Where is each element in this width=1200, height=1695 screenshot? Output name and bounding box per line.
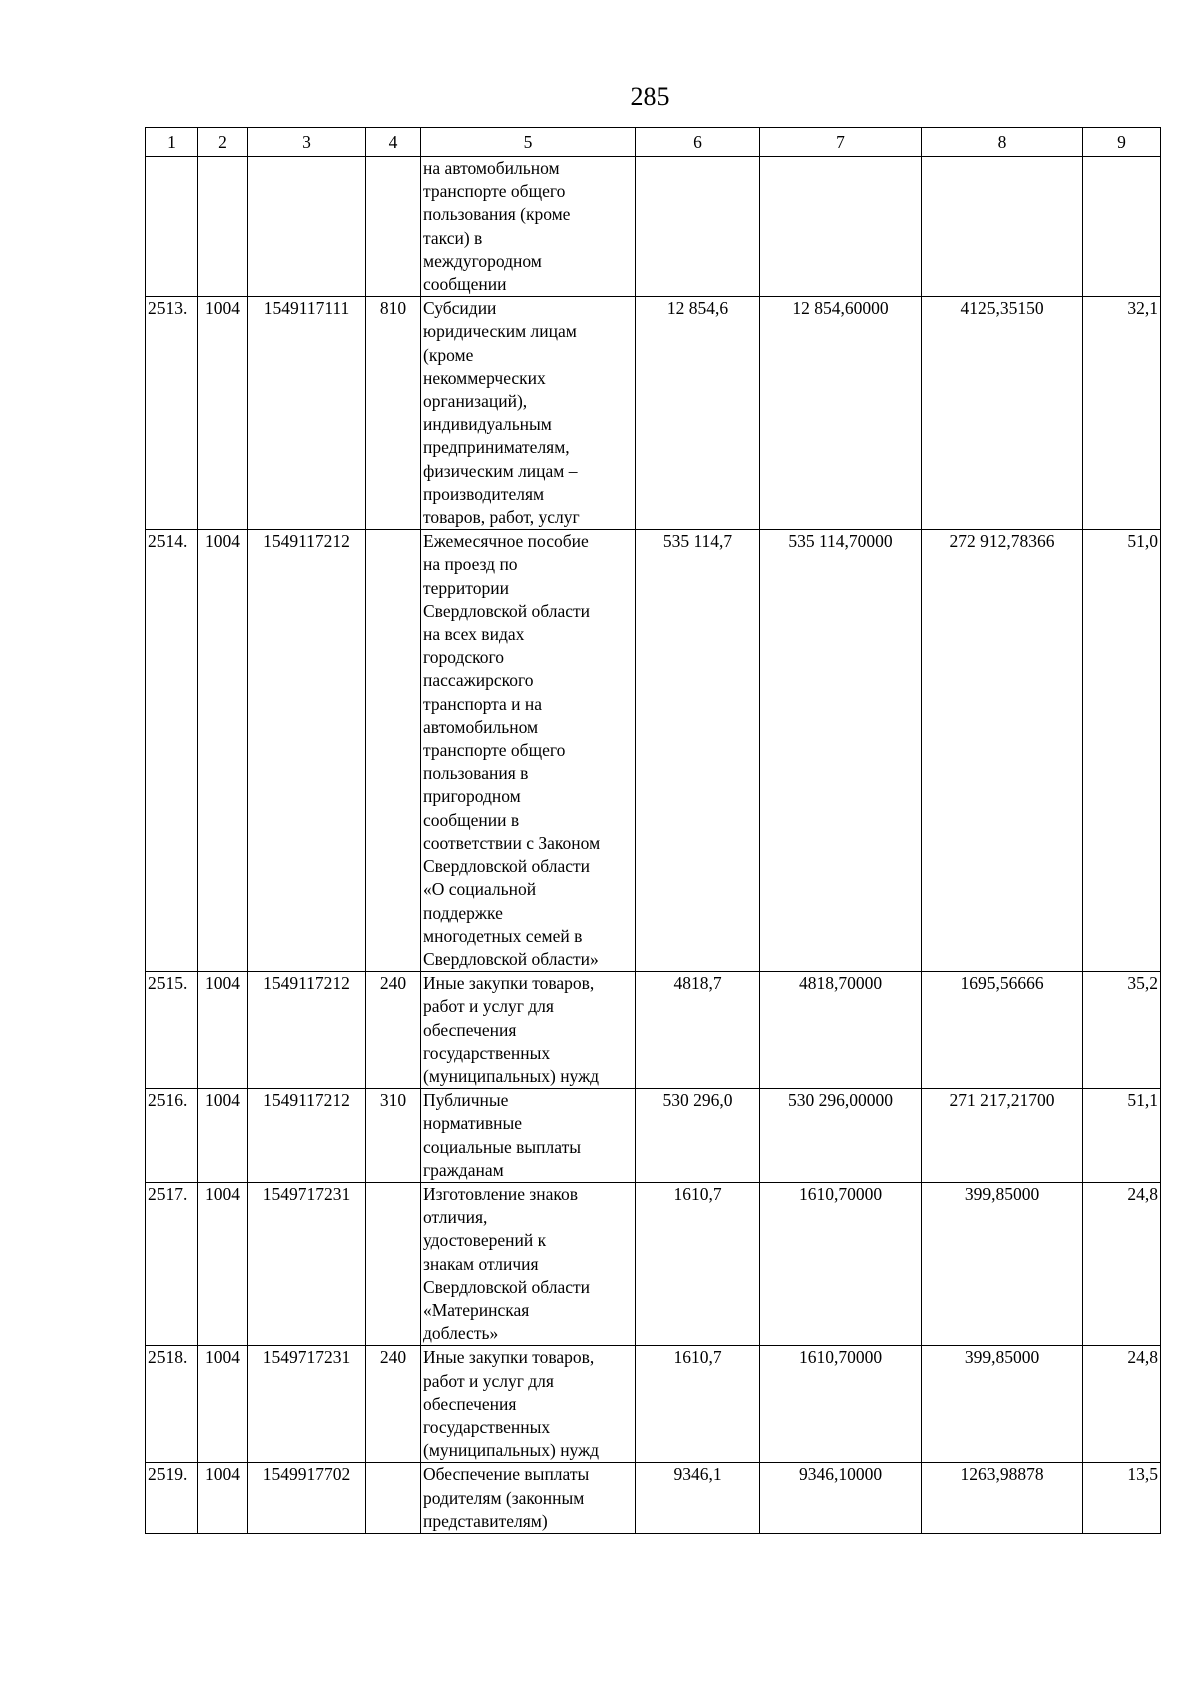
approved-amount-text: 1610,7: [673, 1183, 722, 1204]
item-name-text: Иные закупки товаров, работ и услуг для обеспечения государственных (муниципальных) нужд: [423, 973, 600, 1086]
section-code-text: 1004: [205, 973, 240, 994]
executed-amount: [922, 1346, 1083, 1463]
executed-amount-text: 4125,35150: [960, 298, 1044, 319]
planned-amount: [760, 1182, 922, 1345]
row-number: [146, 297, 198, 530]
section-code: [198, 972, 248, 1089]
approved-amount: [636, 157, 760, 297]
executed-amount: [922, 1182, 1083, 1345]
target-code-text: 1549717231: [262, 1347, 351, 1368]
page-number: 285: [630, 82, 670, 111]
item-name: [421, 1346, 636, 1463]
approved-amount: [636, 1346, 760, 1463]
approved-amount-text: 535 114,7: [662, 531, 733, 552]
approved-amount-text: 9346,1: [673, 1464, 722, 1485]
executed-amount: [922, 297, 1083, 530]
execution-percent-text: 13,5: [1127, 1464, 1158, 1485]
expense-type-text: 810: [379, 298, 407, 319]
section-code-text: 1004: [205, 1183, 240, 1204]
section-code-text: 1004: [205, 298, 240, 319]
execution-percent-text: 51,1: [1127, 1090, 1158, 1111]
item-name: [421, 1089, 636, 1183]
row-number: [146, 972, 198, 1089]
planned-amount: [760, 1089, 922, 1183]
expense-type: [366, 1463, 421, 1534]
item-name: [421, 297, 636, 530]
row-number-text: 2518.: [148, 1347, 188, 1368]
planned-amount-text: 4818,70000: [798, 973, 883, 994]
section-code: [198, 1346, 248, 1463]
target-code: [248, 1182, 366, 1345]
table-row: [146, 157, 1161, 297]
planned-amount-text: 530 296,00000: [788, 1090, 893, 1111]
table-row: [146, 1089, 1161, 1183]
header-cell: 1: [146, 128, 198, 157]
item-name-text: на автомобильном транспорте общего пользования (кроме такси) в междугородном сообщении: [423, 158, 571, 295]
approved-amount: [636, 1463, 760, 1534]
row-number-text: 2516.: [148, 1090, 188, 1111]
item-name-text: Субсидии юридическим лицам (кроме некоммерческих организаций), индивидуальным предпринимателям, физическим лицам – производителям товаров, работ, услуг: [423, 298, 580, 528]
item-name: [421, 972, 636, 1089]
row-number-text: 2514.: [148, 531, 188, 552]
executed-amount-text: 271 217,21700: [949, 1090, 1055, 1111]
budget-table: [145, 127, 1161, 1534]
target-code: [248, 1089, 366, 1183]
execution-percent: [1083, 1346, 1161, 1463]
item-name: [421, 1463, 636, 1534]
target-code-text: 1549117212: [263, 1090, 350, 1111]
executed-amount-text: 399,85000: [964, 1183, 1040, 1204]
planned-amount: [760, 297, 922, 530]
section-code: [198, 1463, 248, 1534]
execution-percent-text: 32,1: [1127, 298, 1158, 319]
expense-type-text: 240: [379, 973, 407, 994]
execution-percent-text: 51,0: [1127, 531, 1158, 552]
executed-amount-text: 272 912,78366: [949, 531, 1055, 552]
expense-type: [366, 972, 421, 1089]
execution-percent-text: 35,2: [1127, 973, 1158, 994]
expense-type: [366, 1346, 421, 1463]
planned-amount: [760, 530, 922, 972]
target-code-text: 1549717231: [262, 1183, 351, 1204]
item-name-text: Иные закупки товаров, работ и услуг для обеспечения государственных (муниципальных) нужд: [423, 1347, 600, 1461]
target-code-text: 1549917702: [262, 1464, 351, 1485]
approved-amount-text: 4818,7: [673, 973, 722, 994]
target-code-text: 1549117111: [263, 298, 350, 319]
section-code: [198, 157, 248, 297]
approved-amount-text: 1610,7: [673, 1347, 722, 1368]
execution-percent: [1083, 297, 1161, 530]
table-row: [146, 297, 1161, 530]
table-row: [146, 530, 1161, 972]
executed-amount-text: 399,85000: [964, 1347, 1040, 1368]
item-name-text: Ежемесячное пособие на проезд по территории Свердловской области на всех видах городского пассажирского транспорта и на автомобильном транспорте общего пользования в пригородном сообщении в соответствии с Законом Свердловской области «О социальной поддержке многодетных семей в Свердловской области»: [423, 531, 601, 969]
executed-amount-text: 1695,56666: [960, 973, 1044, 994]
approved-amount: [636, 972, 760, 1089]
row-number-text: 2517.: [148, 1183, 188, 1204]
row-number: [146, 1346, 198, 1463]
table-row: [146, 1182, 1161, 1345]
target-code: [248, 297, 366, 530]
target-code-text: 1549117212: [263, 531, 350, 552]
execution-percent: [1083, 157, 1161, 297]
target-code: [248, 1463, 366, 1534]
expense-type-text: 240: [379, 1347, 407, 1368]
section-code-text: 1004: [205, 1090, 240, 1111]
executed-amount: [922, 972, 1083, 1089]
row-number: [146, 1089, 198, 1183]
approved-amount: [636, 297, 760, 530]
header-cell: 8: [922, 128, 1083, 157]
section-code: [198, 1089, 248, 1183]
executed-amount: [922, 1463, 1083, 1534]
executed-amount-text: 1263,98878: [960, 1464, 1044, 1485]
header-cell: 9: [1083, 128, 1161, 157]
table-body: [146, 157, 1161, 1534]
row-number: [146, 157, 198, 297]
section-code-text: 1004: [205, 1347, 240, 1368]
execution-percent: [1083, 1182, 1161, 1345]
row-number: [146, 1182, 198, 1345]
planned-amount-text: 1610,70000: [798, 1347, 883, 1368]
target-code: [248, 157, 366, 297]
row-number-text: 2515.: [148, 973, 188, 994]
approved-amount: [636, 530, 760, 972]
expense-type: [366, 297, 421, 530]
planned-amount-text: 1610,70000: [798, 1183, 883, 1204]
item-name-text: Публичные нормативные социальные выплаты гражданам: [423, 1090, 581, 1180]
row-number-text: 2519.: [148, 1464, 188, 1485]
approved-amount-text: 12 854,6: [666, 298, 729, 319]
header-cell: 5: [421, 128, 636, 157]
table-row: [146, 1463, 1161, 1534]
item-name-text: Изготовление знаков отличия, удостоверений к знакам отличия Свердловской области «Материнская доблесть»: [423, 1183, 591, 1344]
section-code-text: 1004: [205, 531, 240, 552]
section-code: [198, 1182, 248, 1345]
execution-percent: [1083, 1089, 1161, 1183]
planned-amount: [760, 1346, 922, 1463]
execution-percent-text: 24,8: [1127, 1183, 1158, 1204]
expense-type: [366, 157, 421, 297]
section-code: [198, 297, 248, 530]
executed-amount: [922, 530, 1083, 972]
header-row: [146, 128, 1161, 157]
row-number: [146, 1463, 198, 1534]
table-row: [146, 1346, 1161, 1463]
planned-amount: [760, 1463, 922, 1534]
expense-type-text: 310: [379, 1090, 407, 1111]
header-cell: 4: [366, 128, 421, 157]
planned-amount: [760, 157, 922, 297]
target-code: [248, 1346, 366, 1463]
expense-type: [366, 530, 421, 972]
approved-amount: [636, 1089, 760, 1183]
header-cell: 3: [248, 128, 366, 157]
approved-amount: [636, 1182, 760, 1345]
expense-type: [366, 1089, 421, 1183]
target-code-text: 1549117212: [263, 973, 350, 994]
expense-type: [366, 1182, 421, 1345]
header-cell: 6: [636, 128, 760, 157]
target-code: [248, 972, 366, 1089]
execution-percent-text: 24,8: [1127, 1347, 1158, 1368]
approved-amount-text: 530 296,0: [662, 1090, 733, 1111]
executed-amount: [922, 157, 1083, 297]
execution-percent: [1083, 1463, 1161, 1534]
planned-amount-text: 9346,10000: [798, 1464, 883, 1485]
planned-amount: [760, 972, 922, 1089]
table-row: [146, 972, 1161, 1089]
item-name-text: Обеспечение выплаты родителям (законным представителям): [423, 1464, 590, 1531]
execution-percent: [1083, 972, 1161, 1089]
header-cell: 2: [198, 128, 248, 157]
row-number: [146, 530, 198, 972]
target-code: [248, 530, 366, 972]
section-code-text: 1004: [205, 1464, 240, 1485]
item-name: [421, 530, 636, 972]
item-name: [421, 157, 636, 297]
item-name: [421, 1182, 636, 1345]
section-code: [198, 530, 248, 972]
executed-amount: [922, 1089, 1083, 1183]
row-number-text: 2513.: [148, 298, 188, 319]
execution-percent: [1083, 530, 1161, 972]
planned-amount-text: 535 114,70000: [788, 531, 893, 552]
header-cell: 7: [760, 128, 922, 157]
planned-amount-text: 12 854,60000: [792, 298, 889, 319]
